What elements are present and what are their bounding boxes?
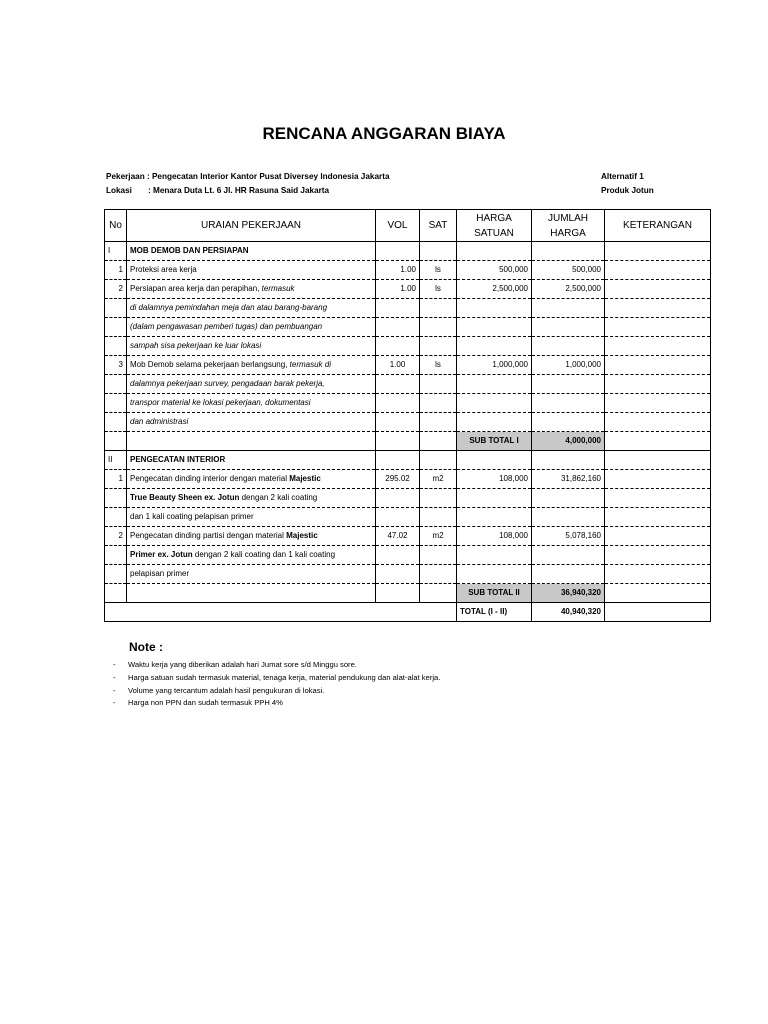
item-description-continued: Primer ex. Jotun dengan 2 kali coating dan 1 kali coating	[127, 546, 376, 565]
table-row	[105, 546, 711, 565]
table-row	[105, 299, 711, 318]
item-description-continued: dan administrasi	[127, 413, 376, 432]
subtotal-label: SUB TOTAL I	[457, 432, 532, 451]
col-header-jumlah-harga: JUMLAH HARGA	[532, 210, 605, 242]
table-row	[105, 489, 711, 508]
item-description-continued: pelapisan primer	[127, 565, 376, 584]
list-item: - Harga satuan sudah termasuk material, tenaga kerja, material pendukung dan alat-alat kerja.	[113, 672, 441, 682]
note-title: Note :	[129, 640, 163, 654]
item-jumlah: 500,000	[532, 261, 605, 280]
item-description-continued: di dalamnya pemindahan meja dan atau barang-barang	[127, 299, 376, 318]
item-jumlah: 5,078,160	[532, 527, 605, 546]
item-sat: ls	[420, 356, 457, 375]
item-description: Proteksi area kerja	[127, 261, 376, 280]
notes-list	[113, 659, 440, 710]
table-row	[105, 375, 711, 394]
item-description: Persiapan area kerja dan perapihan, termasuk	[127, 280, 376, 299]
table-row	[105, 413, 711, 432]
section-number: I	[105, 242, 127, 261]
item-vol: 1.00	[376, 280, 420, 299]
item-sat: ls	[420, 261, 457, 280]
item-description: Pengecatan dinding interior dengan material Majestic	[127, 470, 376, 489]
produk-label: Produk Jotun	[601, 186, 654, 195]
item-number: 1	[105, 470, 127, 489]
col-header-sat: SAT	[420, 210, 457, 242]
item-vol: 1.00	[376, 261, 420, 280]
total-value: 40,940,320	[532, 603, 605, 622]
table-row	[105, 261, 711, 280]
item-jumlah: 2,500,000	[532, 280, 605, 299]
section-row	[105, 451, 711, 470]
list-item: - Volume yang tercantum adalah hasil pengukuran di lokasi.	[113, 685, 325, 695]
item-description-continued: True Beauty Sheen ex. Jotun dengan 2 kali coating	[127, 489, 376, 508]
item-harga: 108,000	[457, 470, 532, 489]
item-harga: 108,000	[457, 527, 532, 546]
item-description: Pengecatan dinding partisi dengan material Majestic	[127, 527, 376, 546]
page-title: RENCANA ANGGARAN BIAYA	[262, 124, 506, 143]
table-header-row	[105, 210, 711, 242]
list-item: - Harga non PPN dan sudah termasuk PPH 4%	[113, 698, 283, 708]
table-row	[105, 508, 711, 527]
item-sat: ls	[420, 280, 457, 299]
alternatif-label: Alternatif 1	[601, 172, 644, 181]
table-row	[105, 394, 711, 413]
item-number: 3	[105, 356, 127, 375]
item-number: 2	[105, 280, 127, 299]
item-vol: 47.02	[376, 527, 420, 546]
section-number: II	[105, 451, 127, 470]
lokasi-label: Lokasi	[106, 186, 132, 195]
item-vol: 295.02	[376, 470, 420, 489]
budget-table	[104, 209, 711, 622]
table-row	[105, 280, 711, 299]
subtotal-row	[105, 432, 711, 451]
col-header-no: No	[105, 210, 127, 242]
item-sat: m2	[420, 527, 457, 546]
item-harga: 500,000	[457, 261, 532, 280]
subtotal-row	[105, 584, 711, 603]
item-description-continued: transpor material ke lokasi pekerjaan, dokumentasi	[127, 394, 376, 413]
col-header-vol: VOL	[376, 210, 420, 242]
item-harga: 1,000,000	[457, 356, 532, 375]
section-title: MOB DEMOB DAN PERSIAPAN	[127, 242, 376, 261]
table-row	[105, 337, 711, 356]
table-row	[105, 356, 711, 375]
item-description-continued: dalamnya pekerjaan survey, pengadaan barak pekerja,	[127, 375, 376, 394]
item-harga: 2,500,000	[457, 280, 532, 299]
col-header-keterangan: KETERANGAN	[605, 210, 711, 242]
subtotal-label: SUB TOTAL II	[457, 584, 532, 603]
section-row	[105, 242, 711, 261]
total-row	[105, 603, 711, 622]
table-row	[105, 318, 711, 337]
lokasi-value: : Menara Duta Lt. 6 Jl. HR Rasuna Said Jakarta	[148, 186, 330, 195]
subtotal-value: 36,940,320	[532, 584, 605, 603]
table-row	[105, 565, 711, 584]
item-vol: 1.00	[376, 356, 420, 375]
item-description-continued: sampah sisa pekerjaan ke luar lokasi	[127, 337, 376, 356]
total-label: TOTAL (I - II)	[457, 603, 532, 622]
item-jumlah: 31,862,160	[532, 470, 605, 489]
item-number: 1	[105, 261, 127, 280]
table-row	[105, 470, 711, 489]
list-item: - Waktu kerja yang diberikan adalah hari Jumat sore s/d Minggu sore.	[113, 660, 357, 669]
item-sat: m2	[420, 470, 457, 489]
item-description-continued: dan 1 kali coating pelapisan primer	[127, 508, 376, 527]
item-number: 2	[105, 527, 127, 546]
item-description-continued: (dalam pengawasan pemberi tugas) dan pembuangan	[127, 318, 376, 337]
section-title: PENGECATAN INTERIOR	[127, 451, 376, 470]
item-jumlah: 1,000,000	[532, 356, 605, 375]
table-row	[105, 527, 711, 546]
col-header-uraian: URAIAN PEKERJAAN	[127, 210, 376, 242]
pekerjaan-label: Pekerjaan : Pengecatan Interior Kantor Pusat Diversey Indonesia Jakarta	[106, 172, 390, 181]
col-header-harga-satuan: HARGA SATUAN	[457, 210, 532, 242]
subtotal-value: 4,000,000	[532, 432, 605, 451]
item-description: Mob Demob selama pekerjaan berlangsung, termasuk di	[127, 356, 376, 375]
